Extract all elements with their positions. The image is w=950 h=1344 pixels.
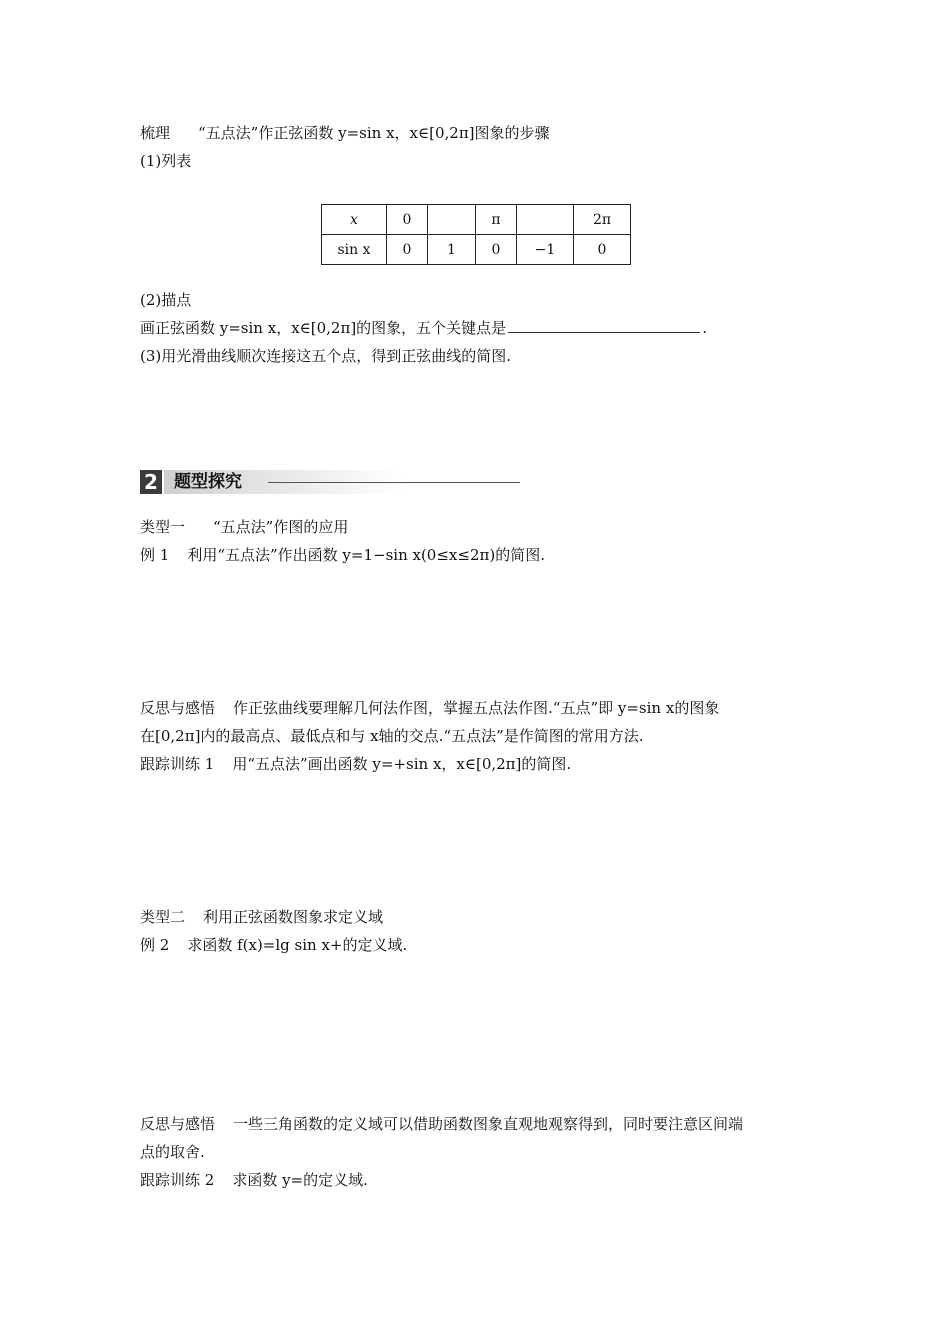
table-cell: 0 — [387, 235, 428, 265]
table-cell — [428, 205, 476, 235]
summary-label: 梳理 — [140, 124, 171, 142]
table-cell: 0 — [387, 205, 428, 235]
practice2-line — [140, 1170, 368, 1190]
table-row — [322, 205, 631, 235]
reflection2-line2: 点的取舍. — [140, 1143, 205, 1161]
section-header — [140, 470, 520, 494]
example1-line — [140, 545, 545, 565]
table-cell: π — [476, 205, 517, 235]
summary-line — [140, 123, 550, 143]
type1-title: “五点法”作图的应用 — [213, 518, 349, 536]
step2-line — [140, 318, 707, 338]
example1-label: 例 1 — [140, 546, 170, 564]
example1-text: 利用“五点法”作出函数 y=1−sin x(0≤x≤2π)的简图. — [187, 546, 545, 564]
reflection1-text: 作正弦曲线要理解几何法作图，掌握五点法作图.“五点”即 y=sin x的图象 — [233, 699, 720, 717]
step3-label: (3)用光滑曲线顺次连接这五个点，得到正弦曲线的简图. — [140, 347, 512, 365]
type2-line — [140, 907, 383, 927]
table-cell: 1 — [428, 235, 476, 265]
table-row — [322, 235, 631, 265]
reflection2-label: 反思与感悟 — [140, 1115, 216, 1133]
type2-title: 利用正弦函数图象求定义域 — [203, 908, 384, 926]
summary-text: “五点法”作正弦函数 y=sin x，x∈[0,2π]图象的步骤 — [198, 124, 550, 142]
practice1-text: 用“五点法”画出函数 y=+sin x，x∈[0,2π]的简图. — [232, 755, 572, 773]
reflection2-line1 — [140, 1114, 743, 1134]
step2-text: 画正弦函数 y=sin x，x∈[0,2π]的图象，五个关键点是 — [140, 319, 507, 337]
step2-label: (2)描点 — [140, 291, 192, 309]
reflection1-line1 — [140, 698, 719, 718]
step1-label: (1)列表 — [140, 152, 192, 170]
example2-label: 例 2 — [140, 936, 170, 954]
type1-label: 类型一 — [140, 518, 186, 536]
answer-blank — [508, 318, 700, 333]
reflection1-line2: 在[0,2π]内的最高点、最低点和与 x轴的交点.“五点法”是作简图的常用方法. — [140, 727, 644, 745]
section-title: 题型探究 — [174, 472, 242, 492]
values-table — [321, 204, 631, 265]
table-cell: 0 — [574, 235, 631, 265]
table-cell: 0 — [476, 235, 517, 265]
step2-end: . — [702, 319, 707, 337]
practice1-line — [140, 754, 571, 774]
example2-text: 求函数 f(x)=lg sin x+的定义域. — [187, 936, 408, 954]
section-divider — [268, 482, 520, 483]
practice2-label: 跟踪训练 2 — [140, 1171, 215, 1189]
reflection2-text: 一些三角函数的定义域可以借助函数图象直观地观察得到，同时要注意区间端 — [233, 1115, 744, 1133]
table-head-cell: sin x — [322, 235, 387, 265]
section-number: 2 — [140, 470, 162, 494]
practice2-text: 求函数 y=的定义域. — [232, 1171, 368, 1189]
table-cell: −1 — [517, 235, 574, 265]
reflection1-label: 反思与感悟 — [140, 699, 216, 717]
practice1-label: 跟踪训练 1 — [140, 755, 215, 773]
table-head-cell: x — [322, 205, 387, 235]
table-cell: 2π — [574, 205, 631, 235]
type2-label: 类型二 — [140, 908, 186, 926]
table-cell — [517, 205, 574, 235]
type1-line — [140, 517, 348, 537]
example2-line — [140, 935, 407, 955]
